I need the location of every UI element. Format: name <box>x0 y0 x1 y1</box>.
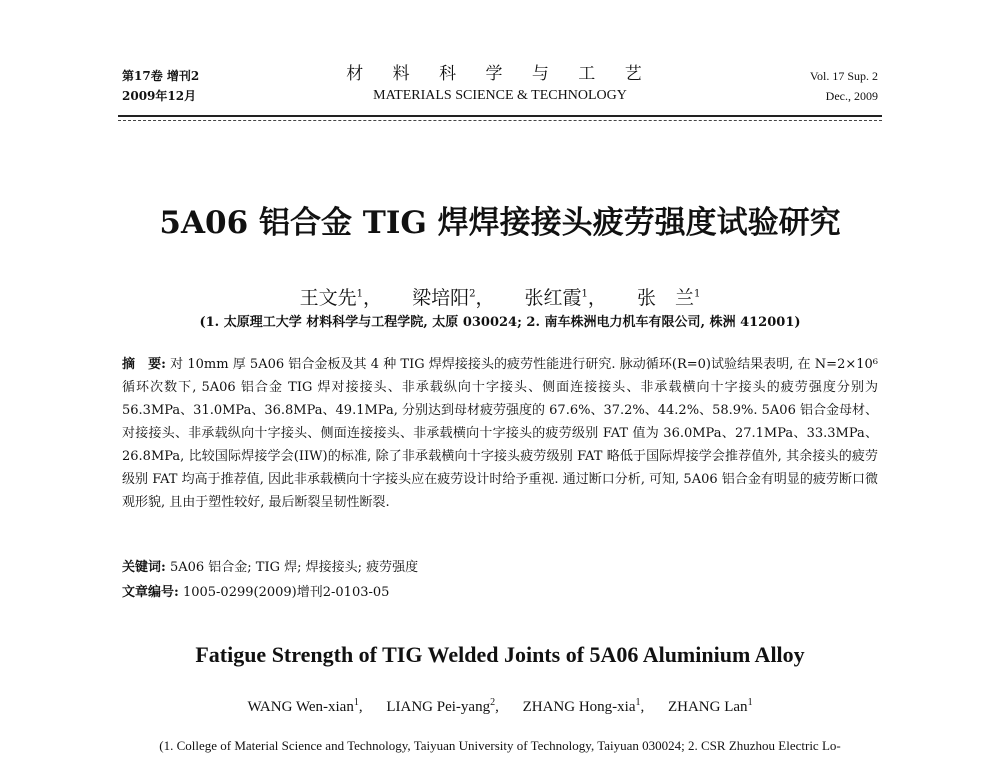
author-cn: 张 兰$^1$ <box>636 287 701 310</box>
article-number <box>122 582 878 604</box>
paper-title-en: Fatigue Strength of TIG Welded Joints of 5A06 Aluminium Alloy <box>195 642 805 667</box>
abstract-label: 摘 要: <box>122 357 166 372</box>
affiliation-cn: (1. 太原理工大学 材料科学与工程学院, 太原 030024; 2. 南车株洲电力机车有限公司, 株洲 412001) <box>199 315 801 330</box>
journal-volume-cn <box>122 66 199 106</box>
author-en: WANG Wen-xian$^1$, <box>247 697 363 715</box>
paper-title-cn: 5A06 铝合金 TIG 焊焊接接头疲劳强度试验研究 <box>159 205 841 241</box>
article-number-label: 文章编号: <box>122 585 179 600</box>
author-cn: 梁培阳$^2$， <box>412 287 495 310</box>
journal-name <box>300 62 700 106</box>
date-cn: 2009年12月 <box>122 89 197 103</box>
author-en: LIANG Pei-yang$^2$, <box>386 697 499 715</box>
volume-issue-en: Vol. 17 Sup. 2 <box>809 69 878 83</box>
abstract-text: 对 10mm 厚 5A06 铝合金板及其 4 种 TIG 焊焊接接头的疲劳性能进行研究. 脉动循环(R=0)试验结果表明, 在 N=2×10⁶ 循环次数下, 5A06 铝合金 TIG 焊对接接头、非承载纵向十字接头、侧面连接接头、非承载横向十字接头的疲劳强度分别为 56.3MPa、31.0MPa、36.8MPa、49.1MPa, 分别达到母材疲劳强度的 67.6%、37.2%、44.2%、58.9%. 5A06 铝合金母材、对接接头、非承载纵向十字接头、侧面连接接头、非承载横向十字接头的疲劳级别 FAT 值为 36.0MPa、27.1MPa、33.3MPa、26.8MPa, 比较国际焊接学会(IIW)的标准, 除了非承载横向十字接头疲劳级别 FAT 略低于国际焊接学会推荐值外, 其余接头的疲劳级别 FAT 均高于推荐值, 因此非承载横向十字接头应在疲劳设计时给予重视. 通过断口分析, 可知, 5A06 铝合金有明显的疲劳断口微观形貌, 且由于塑性较好, 最后断裂呈韧性断裂. <box>122 357 878 510</box>
authors-cn <box>0 283 1000 310</box>
volume-issue-cn: 第17卷 增刊2 <box>122 69 200 83</box>
article-number-text: 1005-0299(2009)增刊2-0103-05 <box>182 585 390 600</box>
journal-volume-en <box>810 66 878 106</box>
author-en: ZHANG Hong-xia$^1$, <box>522 697 645 715</box>
author-cn: 王文先$^1$， <box>299 287 383 310</box>
authors-en <box>0 692 1000 718</box>
author-en: ZHANG Lan$^1$ <box>667 697 753 715</box>
journal-name-cn: 材 料 科 学 与 工 艺 <box>346 64 654 84</box>
date-en: Dec., 2009 <box>825 89 878 103</box>
header-rule-secondary <box>118 120 882 121</box>
keywords-text: 5A06 铝合金; TIG 焊; 焊接接头; 疲劳强度 <box>169 560 419 575</box>
abstract <box>122 353 878 514</box>
author-cn: 张红霞$^1$， <box>524 287 607 310</box>
keywords <box>122 557 878 579</box>
header-rule <box>118 115 882 117</box>
journal-name-en: MATERIALS SCIENCE & TECHNOLOGY <box>373 88 627 103</box>
keywords-label: 关键词: <box>122 560 166 575</box>
affiliation-en: (1. College of Material Science and Technology, Taiyuan University of Technology, Taiyuan 030024; 2. CSR Zhuzhou Electric Lo- <box>159 738 841 753</box>
